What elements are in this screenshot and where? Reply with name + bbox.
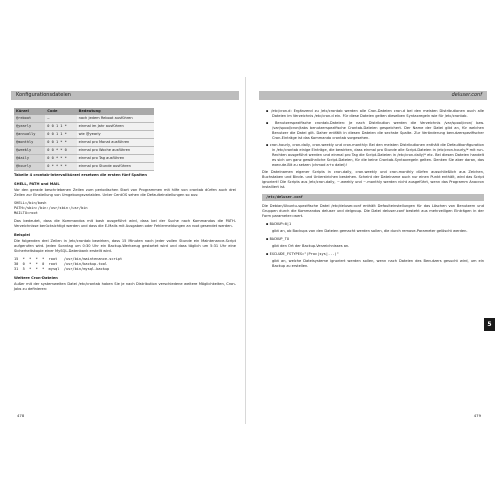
body-paragraph: Vor den gerade beschriebenen Zeilen zum periodischen Start von Programmen mit hilfe von crontab dürfen auch drei Zeilen zur Einstellung von Umgebungsvariablen. Unter CentOS sehen die Defaulteinstellungen so aus: — [14, 188, 236, 197]
table-caption: Tabelle 4 crontab-Intervallkürzel ersetzen die ersten fünf Spalten — [14, 173, 147, 177]
table-row — [14, 155, 154, 163]
right-page — [253, 77, 493, 424]
option-description: gibt den Ort der Backup-Verzeichnisses an. — [272, 244, 350, 248]
list-item-text: cron.hourly, cron.daily, cron.weekly und cron.monthly: Bei den meisten Distributionen enthält die Defaultkonfiguration in /etc/crontab einige Einträge, die bewirken, dass einmal pro Stunde alle Script-Dateien in /etc/cron.hourly/* mit run-Rechten ausgeführt werden und einmal pro Tag die Script-Dateien in /etc/cron.daily/* etc. Bei diesen Dateien handelt es sich um ganz gewöhnliche Script-Dateien, für die keine Crontab-Syntaxregeln gelten. Denken Sie aber daran, das execute-Bit zu setzen (chmod a+x datei)! — [269, 143, 485, 167]
table-cell: wie @yearly — [77, 131, 154, 139]
right-page-content — [262, 108, 484, 272]
table-row — [14, 139, 154, 147]
list-item: ▪ cron.hourly, cron.daily, cron.weekly und cron.monthly: Bei den meisten Distributionen enthält die Defaultkonfiguration in /etc/crontab einige Einträge, die bewirken, dass einmal pro Stunde alle Script-Dateien in /etc/cron.hourly/* mit run-Rechten ausgeführt werden und einmal pro Tag die Script-Dateien in /etc/cron.daily/* etc. Bei diesen Dateien handelt es sich um ganz gewöhnliche Script-Dateien, für die keine Crontab-Syntaxregeln gelten. Denken Sie aber daran, das execute-Bit zu setzen (chmod a+x datei)! — [266, 143, 485, 167]
table-header-cell: Kürzel — [14, 108, 45, 115]
table-cell: 0 0 1 * * — [45, 139, 76, 147]
table-row — [14, 147, 154, 155]
section-heading-box: /etc/deluser.conf — [262, 194, 484, 201]
cron-shortcut-table — [14, 108, 154, 171]
table-header-cell: Code — [45, 108, 76, 115]
section-heading: Weitere Cron-Dateien — [14, 276, 58, 280]
table-row — [14, 115, 154, 123]
option-item: ▪ BACKUP_TO — [266, 237, 290, 241]
table-cell: einmal im Jahr ausführen — [77, 123, 154, 131]
option-name: BACKUP_TO — [269, 237, 290, 241]
page-number: 479 — [473, 413, 481, 418]
table-cell: 0 * * * * — [45, 163, 76, 171]
table-cell: 0 0 * * * — [45, 155, 76, 163]
table-cell: einmal pro Monat ausführen — [77, 139, 154, 147]
table-cell: @weekly — [14, 147, 45, 155]
section-heading: Beispiel — [14, 233, 31, 237]
code-block: SHELL=/bin/bash PATH=/sbin:/bin:/usr/sbin:/usr/bin MAILTO=root — [14, 201, 88, 215]
code-block: 15 * * * * root /usr/bin/maintenance-script 30 0 * * 0 root /usr/bin/backup-tool 31 5 * * * mysql /usr/bin/mysql-backup — [14, 257, 123, 271]
table-cell: – — [45, 115, 76, 123]
table-cell: @monthly — [14, 139, 45, 147]
running-head: deluser.conf — [259, 91, 487, 100]
table-cell: einmal pro Tag ausführen — [77, 155, 154, 163]
page-number: 478 — [17, 413, 25, 418]
option-description: gibt an, welche Dateisysteme ignoriert werden sollen, wenn nach Dateien des Benutzers gesucht wird, um ein Backup zu erstellen. — [272, 259, 484, 268]
list-item: ▪ Benutzerspezifische crontab-Dateien: Je nach Distribution werden die Verzeichnis /var/spool/cron/ bzw. /var/spool/cron/tabs benutzerspezifische Crontab-Dateien gespeichert. Der Name der Datei gibt an, für welchen Benutzer die Datei gilt. Daher entfällt in diesen Dateien die sechste Spalte. Zur Veränderung benutzerspezifischer Cron-Einträge ist das Kommando crontab vorgesehen. — [266, 121, 484, 140]
option-description: gibt an, ob Backups von den Dateien gemacht werden sollen, die durch remove-Parameter gelöscht werden. — [272, 229, 468, 233]
table-cell: @annually — [14, 131, 45, 139]
body-paragraph: Die Debian/Ubuntu-spezifische Datei /etc/deluser.conf enthält Defaulteinstellungen für das Löschen von Benutzern und Gruppen durch die Kommandos deluser und delgroup. Die Datei deluser.conf besteht aus mehrzeiligen Einträgen in der Form parameter=wert. — [262, 204, 484, 218]
option-item: ▪ EXCLUDE_FSTYPES="(Proc|sys|...)" — [266, 252, 339, 256]
table-cell: 0 0 1 1 * — [45, 131, 76, 139]
table-row — [14, 123, 154, 131]
option-name: EXCLUDE_FSTYPES="(Proc|sys|...)" — [269, 252, 339, 256]
list-item-text: Benutzerspezifische crontab-Dateien: Je nach Distribution werden die Verzeichnis /var/spool/cron/ bzw. /var/spool/cron/tabs benutzerspezifische Crontab-Dateien gespeichert. Der Name der Datei gibt an, für welchen Benutzer die Datei gilt. Daher entfällt in diesen Dateien die sechste Spalte. Zur Veränderung benutzerspezifischer Cron-Einträge ist das Kommando crontab vorgesehen. — [272, 121, 484, 140]
table-header-row — [14, 108, 154, 115]
body-paragraph: Das bedeutet, dass die Kommandos mit bash ausgeführt wird, dass bei der Suche nach Kommandos die PATH-Verzeichnisse berücksichtigt werden und dass die E-Mails mit Ausgaben oder Fehlermeldungen an root gesendet werden. — [14, 219, 236, 228]
table-cell: @daily — [14, 155, 45, 163]
body-paragraph: Die folgenden drei Zeilen in /etc/crontab bewirken, dass 15 Minuten nach jeder vollen Stunde ein Maintenance-Script aufgerufen wird. Jeden Sonntag um 0:30 Uhr ein Backup-Werkzeug gestartet wird und dass täglich um 5:31 Uhr eine Sicherheitskopie einer MySQL-Datenbank erstellt wird. — [14, 239, 236, 253]
table-cell: @reboot — [14, 115, 45, 123]
list-item: ▪ /etc/cron.d: Ergänzend zu /etc/crontab werden alle Cron-Dateien cron.d bei den meisten Distributionen auch alle Dateien im Verzeichnis /etc/cron.d ein. Für diese Dateien gelten dieselben Syntaxregeln wie für /etc/crontab. — [266, 109, 484, 118]
list-item-text: /etc/cron.d: Ergänzend zu /etc/crontab werden alle Cron-Dateien cron.d bei den meisten Distributionen auch alle Dateien im Verzeichnis /etc/cron.d ein. Für diese Dateien gelten dieselben Syntaxregeln wie für /etc/crontab. — [271, 109, 484, 118]
option-name: BACKUP=0|1 — [269, 222, 292, 226]
chapter-tab: 5 — [484, 318, 495, 331]
section-heading: SHELL, PATH und MAIL — [14, 182, 60, 186]
body-paragraph: Außer mit der systemweiten Datei /etc/crontab haben Sie je nach Distribution verschiedene weitere Möglichkeiten, Cron-Jobs zu definieren: — [14, 282, 236, 291]
table-row — [14, 131, 154, 139]
option-item: ▪ BACKUP=0|1 — [266, 222, 292, 226]
table-cell: @hourly — [14, 163, 45, 171]
table-cell: 0 0 1 1 * — [45, 123, 76, 131]
table-cell: einmal pro Stunde ausführen — [77, 163, 154, 171]
body-paragraph: Die Dateinamen eigener Scripts in cron.daily, cron.weekly und cron.monthly dürfen ausschließlich aus Zeichen, Buchstaben und Binde- und Unterstrichen bestehen. Scheint der Dateiname auch nur einen Punkt enthält, wird das Script ignoriert! Die Scripts aus /etc/cron.daily, ~.weekly und ~.monthly werden nicht ausgeführt, wenn das Programm Anacron installiert ist. — [262, 170, 484, 189]
table-cell: einmal pro Woche ausführen — [77, 147, 154, 155]
table-row — [14, 163, 154, 171]
table-cell: nach jedem Reboot ausführen — [77, 115, 154, 123]
running-head: Konfigurationsdateien — [11, 91, 239, 100]
table-header-cell: Bedeutung — [77, 108, 154, 115]
left-page — [5, 77, 246, 424]
table-cell: 0 0 * * 0 — [45, 147, 76, 155]
table-cell: @yearly — [14, 123, 45, 131]
left-page-content — [14, 108, 236, 295]
